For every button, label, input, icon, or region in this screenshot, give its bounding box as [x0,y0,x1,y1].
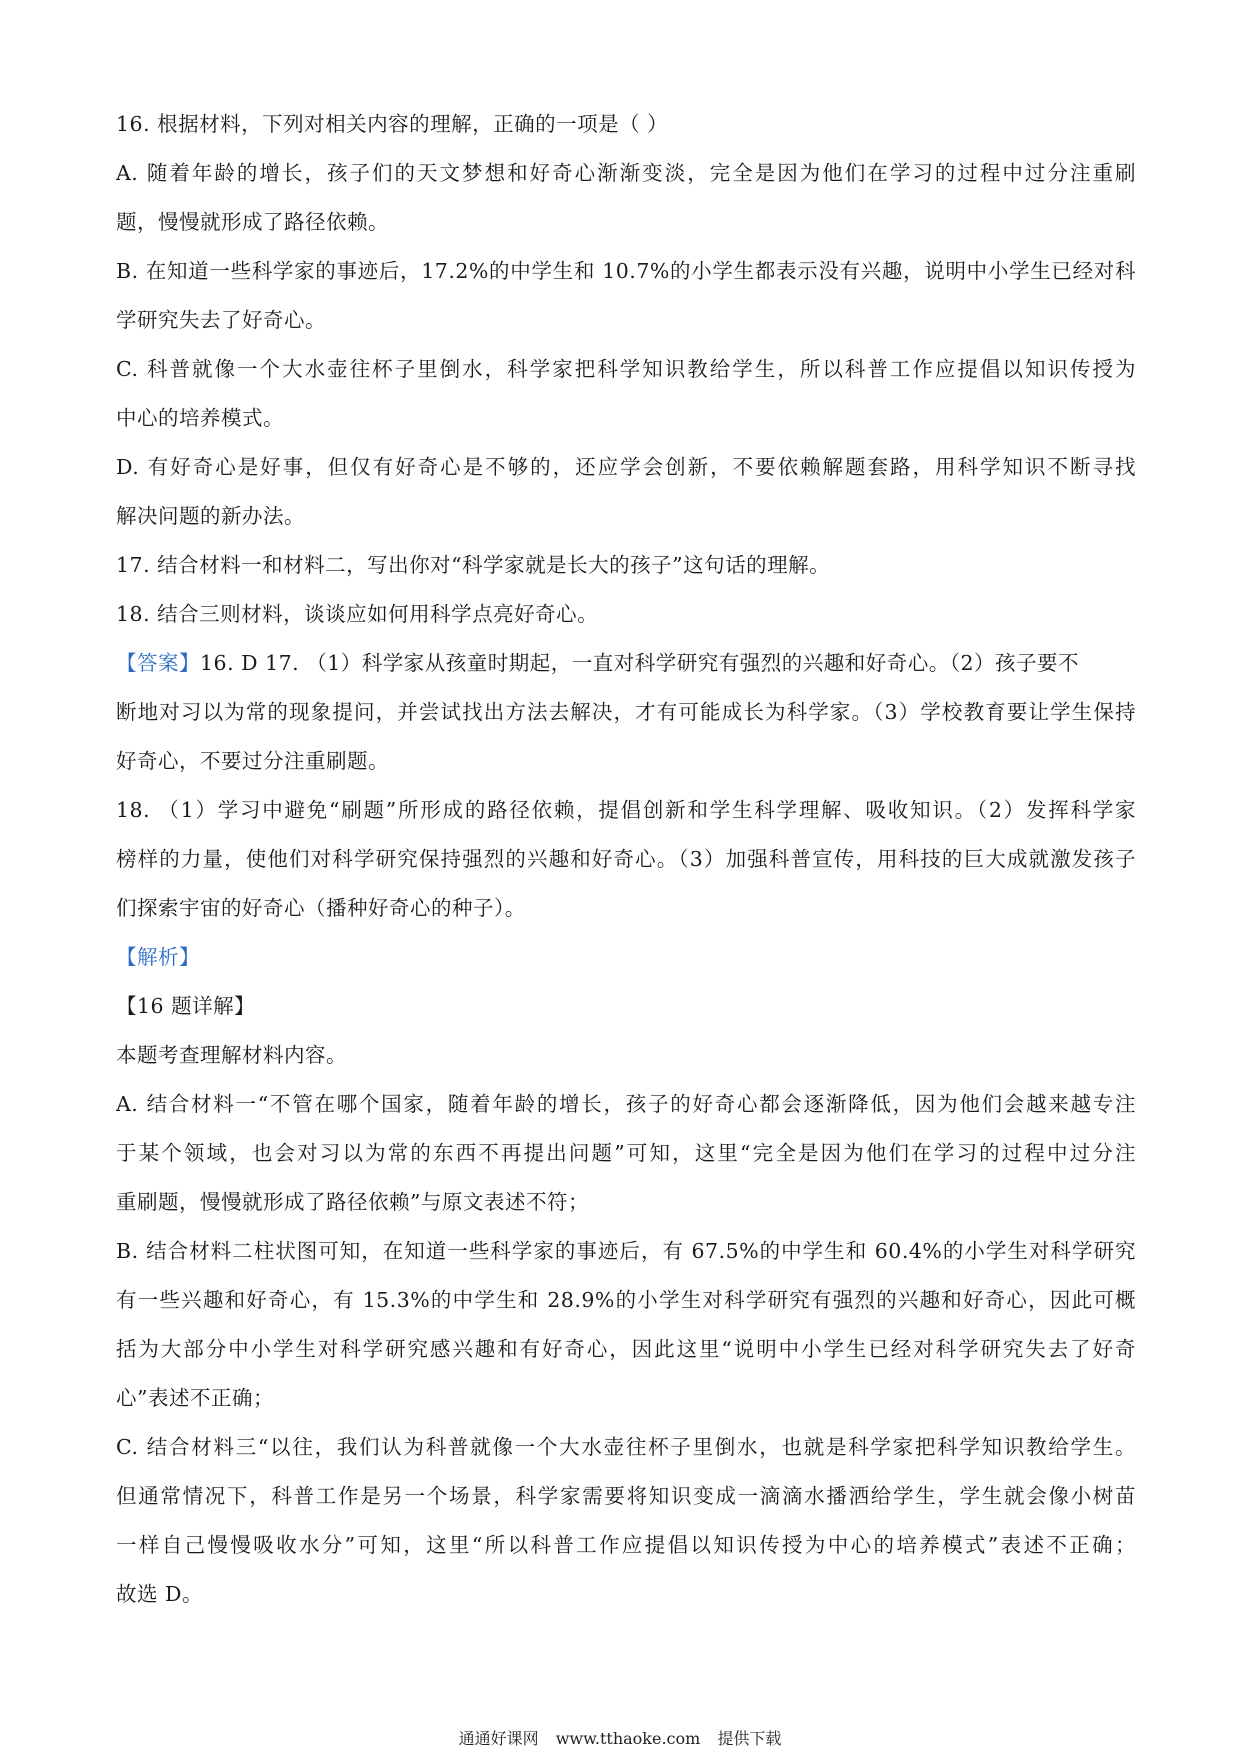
answer-tag: 【答案】 [116,651,200,675]
analysis-c-line-3: 一样自己慢慢吸收水分”可知，这里“所以科普工作应提倡以知识传授为中心的培养模式”表述不正确； [116,1533,1136,1557]
option-c-line-2: 中心的培养模式。 [116,406,284,430]
analysis-c-line-1: C. 结合材料三“以往，我们认为科普就像一个大水壶往杯子里倒水，也就是科学家把科学知识教给学生。 [116,1435,1136,1459]
analysis-a-line-1: A. 结合材料一“不管在哪个国家，随着年龄的增长，孩子的好奇心都会逐渐降低，因为他们会越来越专注 [116,1092,1136,1116]
footer-site-name: 通通好课网 [458,1729,539,1748]
answer-line-3: 好奇心，不要过分注重刷题。 [116,749,389,773]
document-body [116,100,1136,1619]
analysis-b-line-4: 心”表述不正确； [116,1386,274,1410]
detail-title: 【16 题详解】 [116,994,256,1018]
answer-line-1 [116,639,1136,688]
answer-18-line-2: 榜样的力量，使他们对科学研究保持强烈的兴趣和好奇心。（3）加强科普宣传，用科技的巨大成就激发孩子 [116,847,1136,871]
answer-line-2: 断地对习以为常的现象提问，并尝试找出方法去解决，才有可能成长为科学家。（3）学校教育要让学生保持 [116,700,1136,724]
answer-line-1-text: 16. D 17. （1）科学家从孩童时期起，一直对科学研究有强烈的兴趣和好奇心。（2）孩子要不 [200,651,1080,675]
option-a-line-1: A. 随着年龄的增长，孩子们的天文梦想和好奇心渐渐变淡，完全是因为他们在学习的过程中过分注重刷 [116,161,1136,185]
analysis-tag-line [116,933,1136,982]
option-d-line-1: D. 有好奇心是好事，但仅有好奇心是不够的，还应学会创新，不要依赖解题套路，用科学知识不断寻找 [116,455,1136,479]
option-c-line-1: C. 科普就像一个大水壶往杯子里倒水，科学家把科学知识教给学生，所以科普工作应提倡以知识传授为 [116,357,1136,381]
option-b-line-2: 学研究失去了好奇心。 [116,308,326,332]
analysis-a-line-3: 重刷题，慢慢就形成了路径依赖”与原文表述不符； [116,1190,589,1214]
analysis-b-line-3: 括为大部分中小学生对科学研究感兴趣和有好奇心，因此这里“说明中小学生已经对科学研究失去了好奇 [116,1337,1136,1361]
analysis-conclusion: 故选 D。 [116,1582,203,1606]
question-16-stem: 16. 根据材料，下列对相关内容的理解，正确的一项是（ ） [116,112,669,136]
page-footer [0,1726,1240,1749]
option-b-line-1: B. 在知道一些科学家的事迹后，17.2%的中学生和 10.7%的小学生都表示没有兴趣，说明中小学生已经对科 [116,259,1136,283]
analysis-a-line-2: 于某个领域，也会对习以为常的东西不再提出问题”可知，这里“完全是因为他们在学习的过程中过分注 [116,1141,1136,1165]
footer-url[interactable]: www.tthaoke.com [555,1729,701,1748]
analysis-b-line-2: 有一些兴趣和好奇心，有 15.3%的中学生和 28.9%的小学生对科学研究有强烈的兴趣和好奇心，因此可概 [116,1288,1136,1312]
answer-18-line-1: 18. （1）学习中避免“刷题”所形成的路径依赖，提倡创新和学生科学理解、吸收知识。（2）发挥科学家 [116,798,1136,822]
footer-note: 提供下载 [717,1729,782,1748]
option-a-line-2: 题，慢慢就形成了路径依赖。 [116,210,389,234]
analysis-intro: 本题考查理解材料内容。 [116,1043,347,1067]
answer-18-line-3: 们探索宇宙的好奇心（播种好奇心的种子）。 [116,896,526,920]
analysis-tag: 【解析】 [116,945,200,969]
question-18: 18. 结合三则材料，谈谈应如何用科学点亮好奇心。 [116,602,599,626]
analysis-b-line-1: B. 结合材料二柱状图可知，在知道一些科学家的事迹后，有 67.5%的中学生和 60.4%的小学生对科学研究 [116,1239,1136,1263]
question-17: 17. 结合材料一和材料二，写出你对“科学家就是长大的孩子”这句话的理解。 [116,553,831,577]
analysis-c-line-2: 但通常情况下，科普工作是另一个场景，科学家需要将知识变成一滴滴水播洒给学生，学生就会像小树苗 [116,1484,1136,1508]
option-d-line-2: 解决问题的新办法。 [116,504,305,528]
